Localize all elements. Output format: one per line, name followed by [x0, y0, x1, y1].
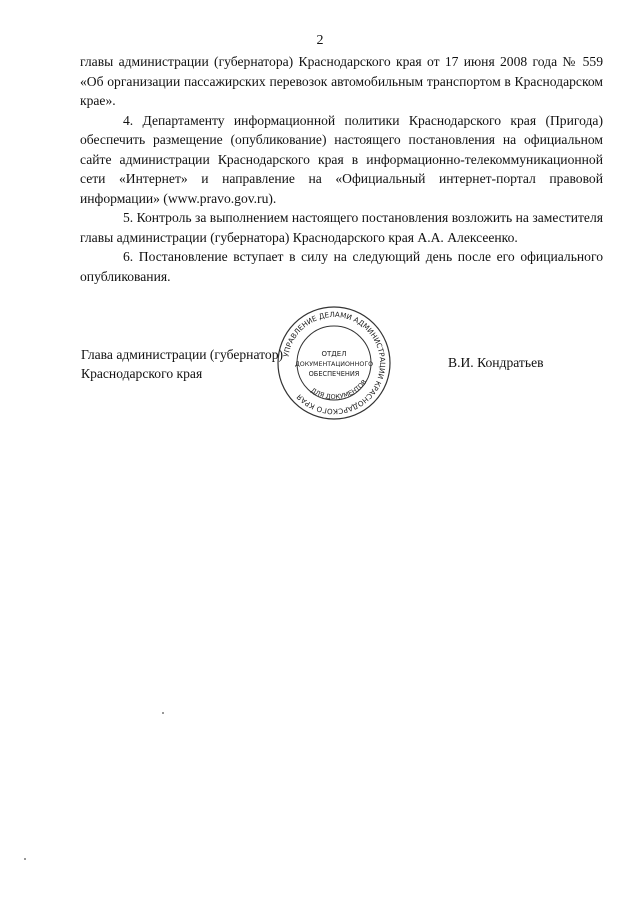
- stamp-seal-icon: [276, 305, 392, 421]
- stamp-center-line-3: ОБЕСПЕЧЕНИЯ: [308, 370, 360, 378]
- scan-speck: [162, 712, 164, 714]
- signature-position-line-2: Краснодарского края: [81, 366, 203, 381]
- signature-position-line-1: Глава администрации (губернатор): [81, 347, 284, 362]
- paragraph-item-4: 4. Департаменту информационной политики Краснодарского края (Пригода) обеспечить размещение (опубликование) настоящего постановления на официальном сайте администрации Краснодарского края в информационно-телекоммуникационной сети «Интернет» и направление на «Официальный интернет-портал правовой информации» (www.pravo.gov.ru).: [80, 112, 603, 206]
- stamp-center-line-2: ДОКУМЕНТАЦИОННОГО: [294, 361, 374, 368]
- stamp-center-line-1: ОТДЕЛ: [321, 350, 347, 358]
- paragraph-continuation: главы администрации (губернатора) Краснодарского края от 17 июня 2008 года № 559 «Об организации пассажирских перевозок автомобильным транспортом в Краснодарском крае».: [80, 54, 603, 108]
- paragraph-item-6: 6. Постановление вступает в силу на следующий день после его официального опубликования.: [80, 249, 603, 284]
- stamp-outer-text: УПРАВЛЕНИЕ ДЕЛАМИ АДМИНИСТРАЦИИ КРАСНОДАРСКОГО КРАЯ: [281, 309, 388, 417]
- official-stamp: [276, 305, 392, 421]
- signature-position: [81, 345, 283, 383]
- stamp-bottom-text: ДЛЯ ДОКУМЕНТОВ: [309, 378, 369, 402]
- signatory-name: В.И. Кондратьев: [448, 355, 544, 370]
- page-number: 2: [316, 33, 324, 48]
- paragraph-item-5: 5. Контроль за выполнением настоящего постановления возложить на заместителя главы администрации (губернатора) Краснодарского края А.А. Алексеенко.: [80, 210, 603, 245]
- scan-speck: [24, 858, 26, 860]
- document-body: [80, 52, 603, 286]
